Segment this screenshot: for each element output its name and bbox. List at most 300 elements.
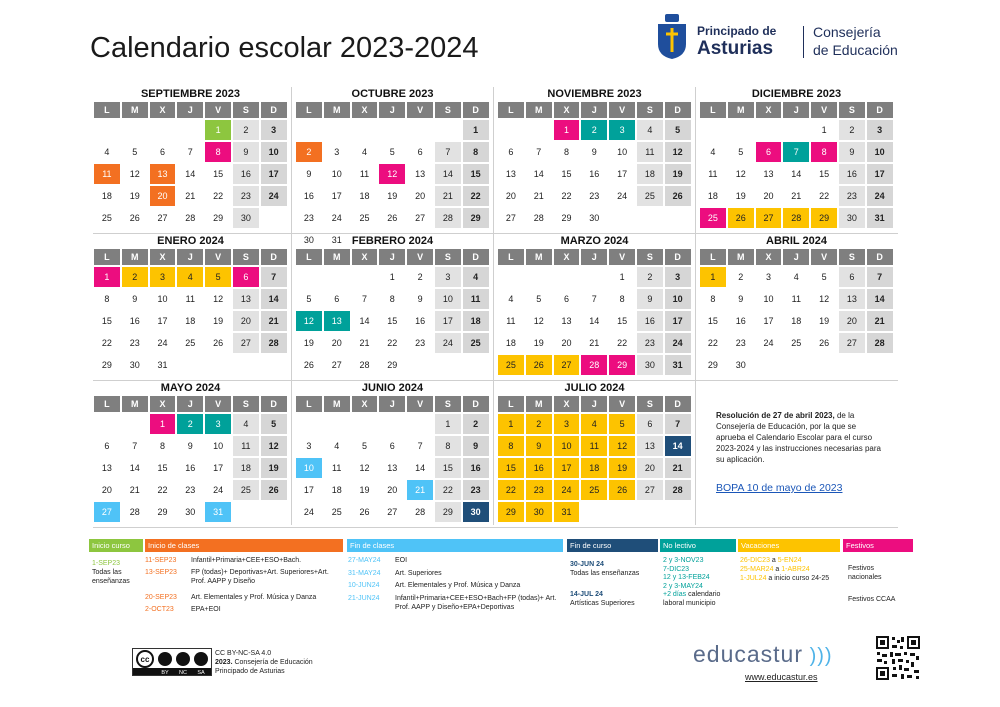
legend-date: 1-JUL24 — [740, 575, 767, 582]
weekday-header: V — [205, 102, 231, 118]
svg-text:cc: cc — [140, 655, 150, 664]
weekday-header: L — [700, 102, 726, 118]
day-cell: 27 — [331, 360, 342, 370]
day-cell: 30 — [463, 502, 489, 522]
day-cell: 8 — [205, 142, 231, 162]
resolution-note — [716, 410, 886, 465]
day-cell: 25 — [185, 338, 196, 348]
day-cell: 5 — [306, 294, 312, 304]
day-cell: 28 — [581, 355, 607, 375]
day-cell: 26 — [609, 480, 635, 500]
day-cell: 29 — [157, 507, 168, 517]
weekday-header: D — [261, 102, 287, 118]
day-cell: 4 — [793, 272, 799, 282]
day-cell: 21 — [589, 338, 600, 348]
day-cell: 1 — [700, 267, 726, 287]
day-cell: 12 — [129, 169, 140, 179]
legend-text: Infantil+Primaria+CEE+ESO+Bach+FP (todas)+ Art. Prof. AAPP y Diseño+EPA+Deportivas — [395, 595, 557, 611]
day-cell: 30 — [185, 507, 196, 517]
day-cell: 30 — [526, 502, 552, 522]
weekday-header: D — [261, 396, 287, 412]
weekday-header: S — [233, 102, 259, 118]
legend-date: 11-SEP23 — [145, 557, 177, 564]
day-cell: 9 — [306, 169, 312, 179]
day-cell: 13 — [101, 463, 112, 473]
legend-text: Festivos CCAA — [848, 596, 896, 603]
day-cell: 27 — [839, 333, 865, 353]
weekday-header: M — [728, 102, 754, 118]
resolution-text: de la Consejería de Educación, por la que se aprueba el Calendario Escolar para el curso 2023-2024 y las instrucciones necesarias para su aplicación. — [716, 411, 881, 464]
day-cell: 3 — [554, 414, 580, 434]
weekday-header: J — [379, 396, 405, 412]
legend-festivos-header: Festivos — [843, 539, 913, 552]
day-cell: 6 — [233, 267, 259, 287]
day-cell: 24 — [554, 480, 580, 500]
month-mayo — [93, 381, 288, 523]
day-cell: 4 — [637, 120, 663, 140]
day-cell: 10 — [296, 458, 322, 478]
day-cell: 17 — [867, 164, 893, 184]
day-cell: 13 — [561, 316, 572, 326]
day-cell: 27 — [637, 480, 663, 500]
day-cell: 9 — [463, 436, 489, 456]
day-cell: 14 — [129, 463, 140, 473]
day-cell: 24 — [331, 213, 342, 223]
empty-cell — [296, 267, 322, 287]
weekday-header: V — [407, 396, 433, 412]
day-cell: 3 — [609, 120, 635, 140]
day-cell: 22 — [387, 338, 398, 348]
day-cell: 2 — [296, 142, 322, 162]
weekday-header: J — [783, 249, 809, 265]
day-cell: 23 — [129, 338, 140, 348]
weekday-header: L — [296, 249, 322, 265]
weekday-header: J — [379, 249, 405, 265]
month-septiembre — [93, 87, 288, 229]
day-cell: 25 — [101, 213, 112, 223]
day-cell: 26 — [261, 480, 287, 500]
day-cell: 4 — [508, 294, 514, 304]
day-cell: 17 — [213, 463, 224, 473]
day-cell: 17 — [665, 311, 691, 331]
weekday-header: V — [407, 249, 433, 265]
day-cell: 1 — [435, 414, 461, 434]
empty-cell — [811, 355, 837, 375]
weekday-header: L — [700, 249, 726, 265]
day-cell: 9 — [839, 142, 865, 162]
day-cell: 1 — [150, 414, 176, 434]
empty-cell — [498, 120, 524, 140]
day-cell: 28 — [261, 333, 287, 353]
day-cell: 20 — [637, 458, 663, 478]
day-cell: 3 — [150, 267, 176, 287]
day-cell: 21 — [129, 485, 140, 495]
day-cell: 23 — [589, 191, 600, 201]
weekday-header: D — [665, 396, 691, 412]
empty-cell — [352, 414, 378, 434]
empty-cell — [728, 120, 754, 140]
day-cell: 30 — [233, 208, 259, 228]
weekday-header: X — [352, 396, 378, 412]
day-cell: 26 — [665, 186, 691, 206]
logo-line1: Principado de — [697, 24, 777, 38]
legend-text: Infantil+Primaria+CEE+ESO+Bach. — [191, 557, 302, 564]
wave-icon: ))) — [803, 645, 833, 667]
weekday-header: X — [352, 102, 378, 118]
day-cell: 17 — [157, 316, 168, 326]
day-cell: 30 — [839, 208, 865, 228]
day-cell: 21 — [867, 311, 893, 331]
qr-code-icon[interactable] — [875, 635, 921, 681]
day-cell: 12 — [296, 311, 322, 331]
day-cell: 15 — [707, 316, 718, 326]
day-cell: 3 — [867, 120, 893, 140]
day-cell: 29 — [213, 213, 224, 223]
day-cell: 1 — [463, 120, 489, 140]
educastur-link[interactable]: www.educastur.es — [745, 672, 818, 682]
empty-cell — [205, 355, 231, 375]
day-cell: 28 — [783, 208, 809, 228]
day-cell: 15 — [561, 169, 572, 179]
day-cell: 25 — [331, 507, 342, 517]
day-cell: 9 — [591, 147, 597, 157]
legend-date: 12 y 13-FEB24 — [663, 574, 710, 581]
day-cell: 1 — [821, 125, 827, 135]
month-title: JULIO 2024 — [564, 382, 625, 394]
day-cell: 26 — [213, 338, 224, 348]
day-cell: 19 — [261, 458, 287, 478]
page-title: Calendario escolar 2023-2024 — [90, 32, 479, 64]
day-cell: 3 — [306, 441, 312, 451]
day-cell: 24 — [261, 186, 287, 206]
day-cell: 6 — [334, 294, 340, 304]
day-cell: 7 — [665, 414, 691, 434]
day-cell: 6 — [104, 441, 110, 451]
legend-text: Art. Elementales y Prof. Música y Danza — [191, 594, 317, 601]
day-cell: 4 — [581, 414, 607, 434]
day-cell: 11 — [581, 436, 607, 456]
cc-license-icon — [132, 648, 212, 676]
legend-text: Artísticas Superiores — [570, 600, 635, 607]
legend-extra — [663, 590, 735, 608]
weekday-header: D — [261, 249, 287, 265]
day-cell: 27 — [415, 213, 426, 223]
day-cell: 15 — [387, 316, 398, 326]
day-cell: 10 — [261, 142, 287, 162]
day-cell: 20 — [505, 191, 516, 201]
day-cell: 8 — [498, 436, 524, 456]
logo-consejeria: Consejería — [813, 24, 881, 40]
weekday-header: S — [839, 249, 865, 265]
empty-cell — [609, 502, 635, 522]
day-cell: 4 — [463, 267, 489, 287]
logo-divider — [803, 26, 804, 58]
day-cell: 16 — [129, 316, 140, 326]
day-cell: 11 — [233, 436, 259, 456]
day-cell: 26 — [303, 360, 314, 370]
day-cell: 20 — [331, 338, 342, 348]
day-cell: 6 — [839, 267, 865, 287]
bopa-link[interactable]: BOPA 10 de mayo de 2023 — [716, 482, 843, 494]
empty-cell — [526, 267, 552, 287]
weekday-header: X — [756, 102, 782, 118]
day-cell: 8 — [563, 147, 569, 157]
day-cell: 5 — [665, 120, 691, 140]
day-cell: 22 — [463, 186, 489, 206]
day-cell: 16 — [185, 463, 196, 473]
day-cell: 17 — [763, 316, 774, 326]
day-cell: 17 — [435, 311, 461, 331]
weekday-header: X — [150, 396, 176, 412]
day-cell: 28 — [435, 208, 461, 228]
legend-date: 13-SEP23 — [145, 569, 177, 576]
empty-cell — [609, 208, 635, 228]
day-cell: 25 — [581, 480, 607, 500]
day-cell: 8 — [463, 142, 489, 162]
weekday-header: X — [150, 102, 176, 118]
day-cell: 29 — [707, 360, 718, 370]
day-cell: 7 — [783, 142, 809, 162]
day-cell: 5 — [132, 147, 138, 157]
legend-date: 20-SEP23 — [145, 594, 177, 601]
day-cell: 16 — [526, 458, 552, 478]
day-cell: 23 — [303, 213, 314, 223]
day-cell: 3 — [665, 267, 691, 287]
day-cell: 28 — [533, 213, 544, 223]
legend-text: Festivos nacionales — [848, 565, 882, 581]
day-cell: 23 — [735, 338, 746, 348]
day-cell: 2 — [122, 267, 148, 287]
empty-cell — [261, 208, 287, 228]
day-cell: 12 — [533, 316, 544, 326]
day-cell: 25 — [233, 480, 259, 500]
empty-cell — [637, 208, 663, 228]
weekday-header: D — [665, 102, 691, 118]
day-cell: 14 — [185, 169, 196, 179]
day-cell: 13 — [233, 289, 259, 309]
day-cell: 26 — [359, 507, 370, 517]
day-cell: 28 — [185, 213, 196, 223]
day-cell: 5 — [389, 147, 395, 157]
day-cell: 15 — [819, 169, 830, 179]
day-cell: 4 — [177, 267, 203, 287]
day-cell: 2 — [839, 120, 865, 140]
weekday-header: D — [463, 102, 489, 118]
weekday-header: J — [581, 102, 607, 118]
month-title: OCTUBRE 2023 — [351, 88, 434, 100]
weekday-header: L — [498, 396, 524, 412]
day-cell: 8 — [619, 294, 625, 304]
legend-row — [740, 565, 840, 574]
weekday-header: J — [177, 102, 203, 118]
day-cell: 14 — [261, 289, 287, 309]
weekday-header: D — [665, 249, 691, 265]
day-cell: 27 — [505, 213, 516, 223]
day-cell: 14 — [359, 316, 370, 326]
day-cell: 16 — [303, 191, 314, 201]
empty-cell — [94, 120, 120, 140]
day-cell: 23 — [839, 186, 865, 206]
month-enero — [93, 234, 288, 376]
day-cell: 18 — [101, 191, 112, 201]
day-cell: 6 — [159, 147, 165, 157]
legend-text: a — [769, 557, 778, 564]
day-cell: 25 — [498, 355, 524, 375]
day-cell: 26 — [129, 213, 140, 223]
day-cell: 28 — [359, 360, 370, 370]
legend-date: 27-MAY24 — [348, 557, 381, 564]
legend-fin-curso-header: Fin de curso — [567, 539, 658, 552]
weekday-header: S — [233, 249, 259, 265]
empty-cell — [839, 355, 865, 375]
month-julio — [497, 381, 692, 523]
legend-date: 31-MAY24 — [348, 570, 381, 577]
empty-cell — [407, 120, 433, 140]
day-cell: 22 — [561, 191, 572, 201]
day-cell: 12 — [735, 169, 746, 179]
day-cell: 13 — [387, 463, 398, 473]
day-cell: 7 — [536, 147, 542, 157]
day-cell: 13 — [415, 169, 426, 179]
empty-cell — [581, 267, 607, 287]
day-cell: 21 — [533, 191, 544, 201]
month-title: DICIEMBRE 2023 — [751, 88, 842, 100]
day-cell: 17 — [617, 169, 628, 179]
day-cell: 8 — [159, 441, 165, 451]
day-cell: 31 — [205, 502, 231, 522]
day-cell: 17 — [554, 458, 580, 478]
day-cell: 19 — [303, 338, 314, 348]
day-cell: 21 — [791, 191, 802, 201]
day-cell: 26 — [819, 338, 830, 348]
day-cell: 31 — [867, 208, 893, 228]
legend-date: 14-JUL 24 — [570, 591, 603, 598]
weekday-header: M — [526, 102, 552, 118]
empty-cell — [261, 355, 287, 375]
day-cell: 19 — [609, 458, 635, 478]
day-cell: 16 — [233, 164, 259, 184]
weekday-header: X — [554, 249, 580, 265]
day-cell: 1 — [498, 414, 524, 434]
day-cell: 19 — [387, 191, 398, 201]
day-cell: 30 — [303, 235, 314, 245]
day-cell: 2 — [738, 272, 744, 282]
legend-inicio-clases-header: Inicio de clases — [145, 539, 343, 552]
day-cell: 24 — [763, 338, 774, 348]
day-cell: 2 — [233, 120, 259, 140]
month-junio — [295, 381, 490, 523]
day-cell: 19 — [665, 164, 691, 184]
row-divider — [93, 233, 898, 234]
empty-cell — [324, 414, 350, 434]
day-cell: 22 — [498, 480, 524, 500]
legend-text: calendario laboral municipio — [663, 591, 721, 607]
day-cell: 1 — [205, 120, 231, 140]
day-cell: 13 — [505, 169, 516, 179]
day-cell: 26 — [387, 213, 398, 223]
day-cell: 8 — [104, 294, 110, 304]
day-cell: 8 — [811, 142, 837, 162]
weekday-header: S — [637, 249, 663, 265]
day-cell: 24 — [435, 333, 461, 353]
legend-fin-clases — [347, 539, 563, 629]
day-cell: 15 — [617, 316, 628, 326]
day-cell: 8 — [435, 436, 461, 456]
day-cell: 24 — [867, 186, 893, 206]
day-cell: 21 — [665, 458, 691, 478]
empty-cell — [233, 502, 259, 522]
legend-festivos — [843, 539, 913, 629]
empty-cell — [177, 120, 203, 140]
day-cell: 8 — [389, 294, 395, 304]
day-cell: 4 — [334, 441, 340, 451]
principado-logo — [655, 14, 915, 66]
day-cell: 15 — [435, 458, 461, 478]
weekday-header: M — [728, 249, 754, 265]
day-cell: 30 — [735, 360, 746, 370]
day-cell: 14 — [665, 436, 691, 456]
day-cell: 17 — [261, 164, 287, 184]
day-cell: 26 — [728, 208, 754, 228]
day-cell: 10 — [213, 441, 224, 451]
day-cell: 27 — [387, 507, 398, 517]
legend-date: +2 días — [663, 591, 687, 598]
day-cell: 2 — [463, 414, 489, 434]
weekday-header: M — [122, 102, 148, 118]
weekday-header: S — [839, 102, 865, 118]
day-cell: 14 — [791, 169, 802, 179]
day-cell: 12 — [819, 294, 830, 304]
day-cell: 23 — [637, 333, 663, 353]
legend-text: a inicio curso 24-25 — [766, 575, 830, 582]
day-cell: 7 — [435, 142, 461, 162]
logo-line2: Asturias — [697, 38, 774, 59]
empty-cell — [407, 355, 433, 375]
empty-cell — [296, 120, 322, 140]
day-cell: 9 — [233, 142, 259, 162]
day-cell: 22 — [213, 191, 224, 201]
day-cell: 18 — [637, 164, 663, 184]
legend-date: 1-ABR24 — [781, 566, 810, 573]
empty-cell — [665, 208, 691, 228]
month-title: NOVIEMBRE 2023 — [547, 88, 642, 100]
day-cell: 30 — [637, 355, 663, 375]
day-cell: 31 — [554, 502, 580, 522]
empty-cell — [122, 120, 148, 140]
legend-fin-clases-header: Fin de clases — [347, 539, 563, 552]
day-cell: 4 — [361, 147, 367, 157]
day-cell: 13 — [324, 311, 350, 331]
day-cell: 15 — [101, 316, 112, 326]
educastur-logo — [693, 641, 833, 668]
day-cell: 29 — [387, 360, 398, 370]
day-cell: 27 — [756, 208, 782, 228]
license-name: CC BY-NC-SA 4.0 — [215, 650, 272, 657]
weekday-header: X — [352, 249, 378, 265]
month-marzo — [497, 234, 692, 376]
day-cell: 6 — [563, 294, 569, 304]
day-cell: 14 — [415, 463, 426, 473]
day-cell: 2 — [177, 414, 203, 434]
day-cell: 16 — [839, 164, 865, 184]
empty-cell — [324, 120, 350, 140]
day-cell: 29 — [561, 213, 572, 223]
day-cell: 9 — [526, 436, 552, 456]
legend-fin-curso — [567, 539, 658, 629]
legend-row — [740, 574, 840, 583]
month-title: MARZO 2024 — [560, 235, 629, 247]
month-febrero — [295, 234, 490, 376]
